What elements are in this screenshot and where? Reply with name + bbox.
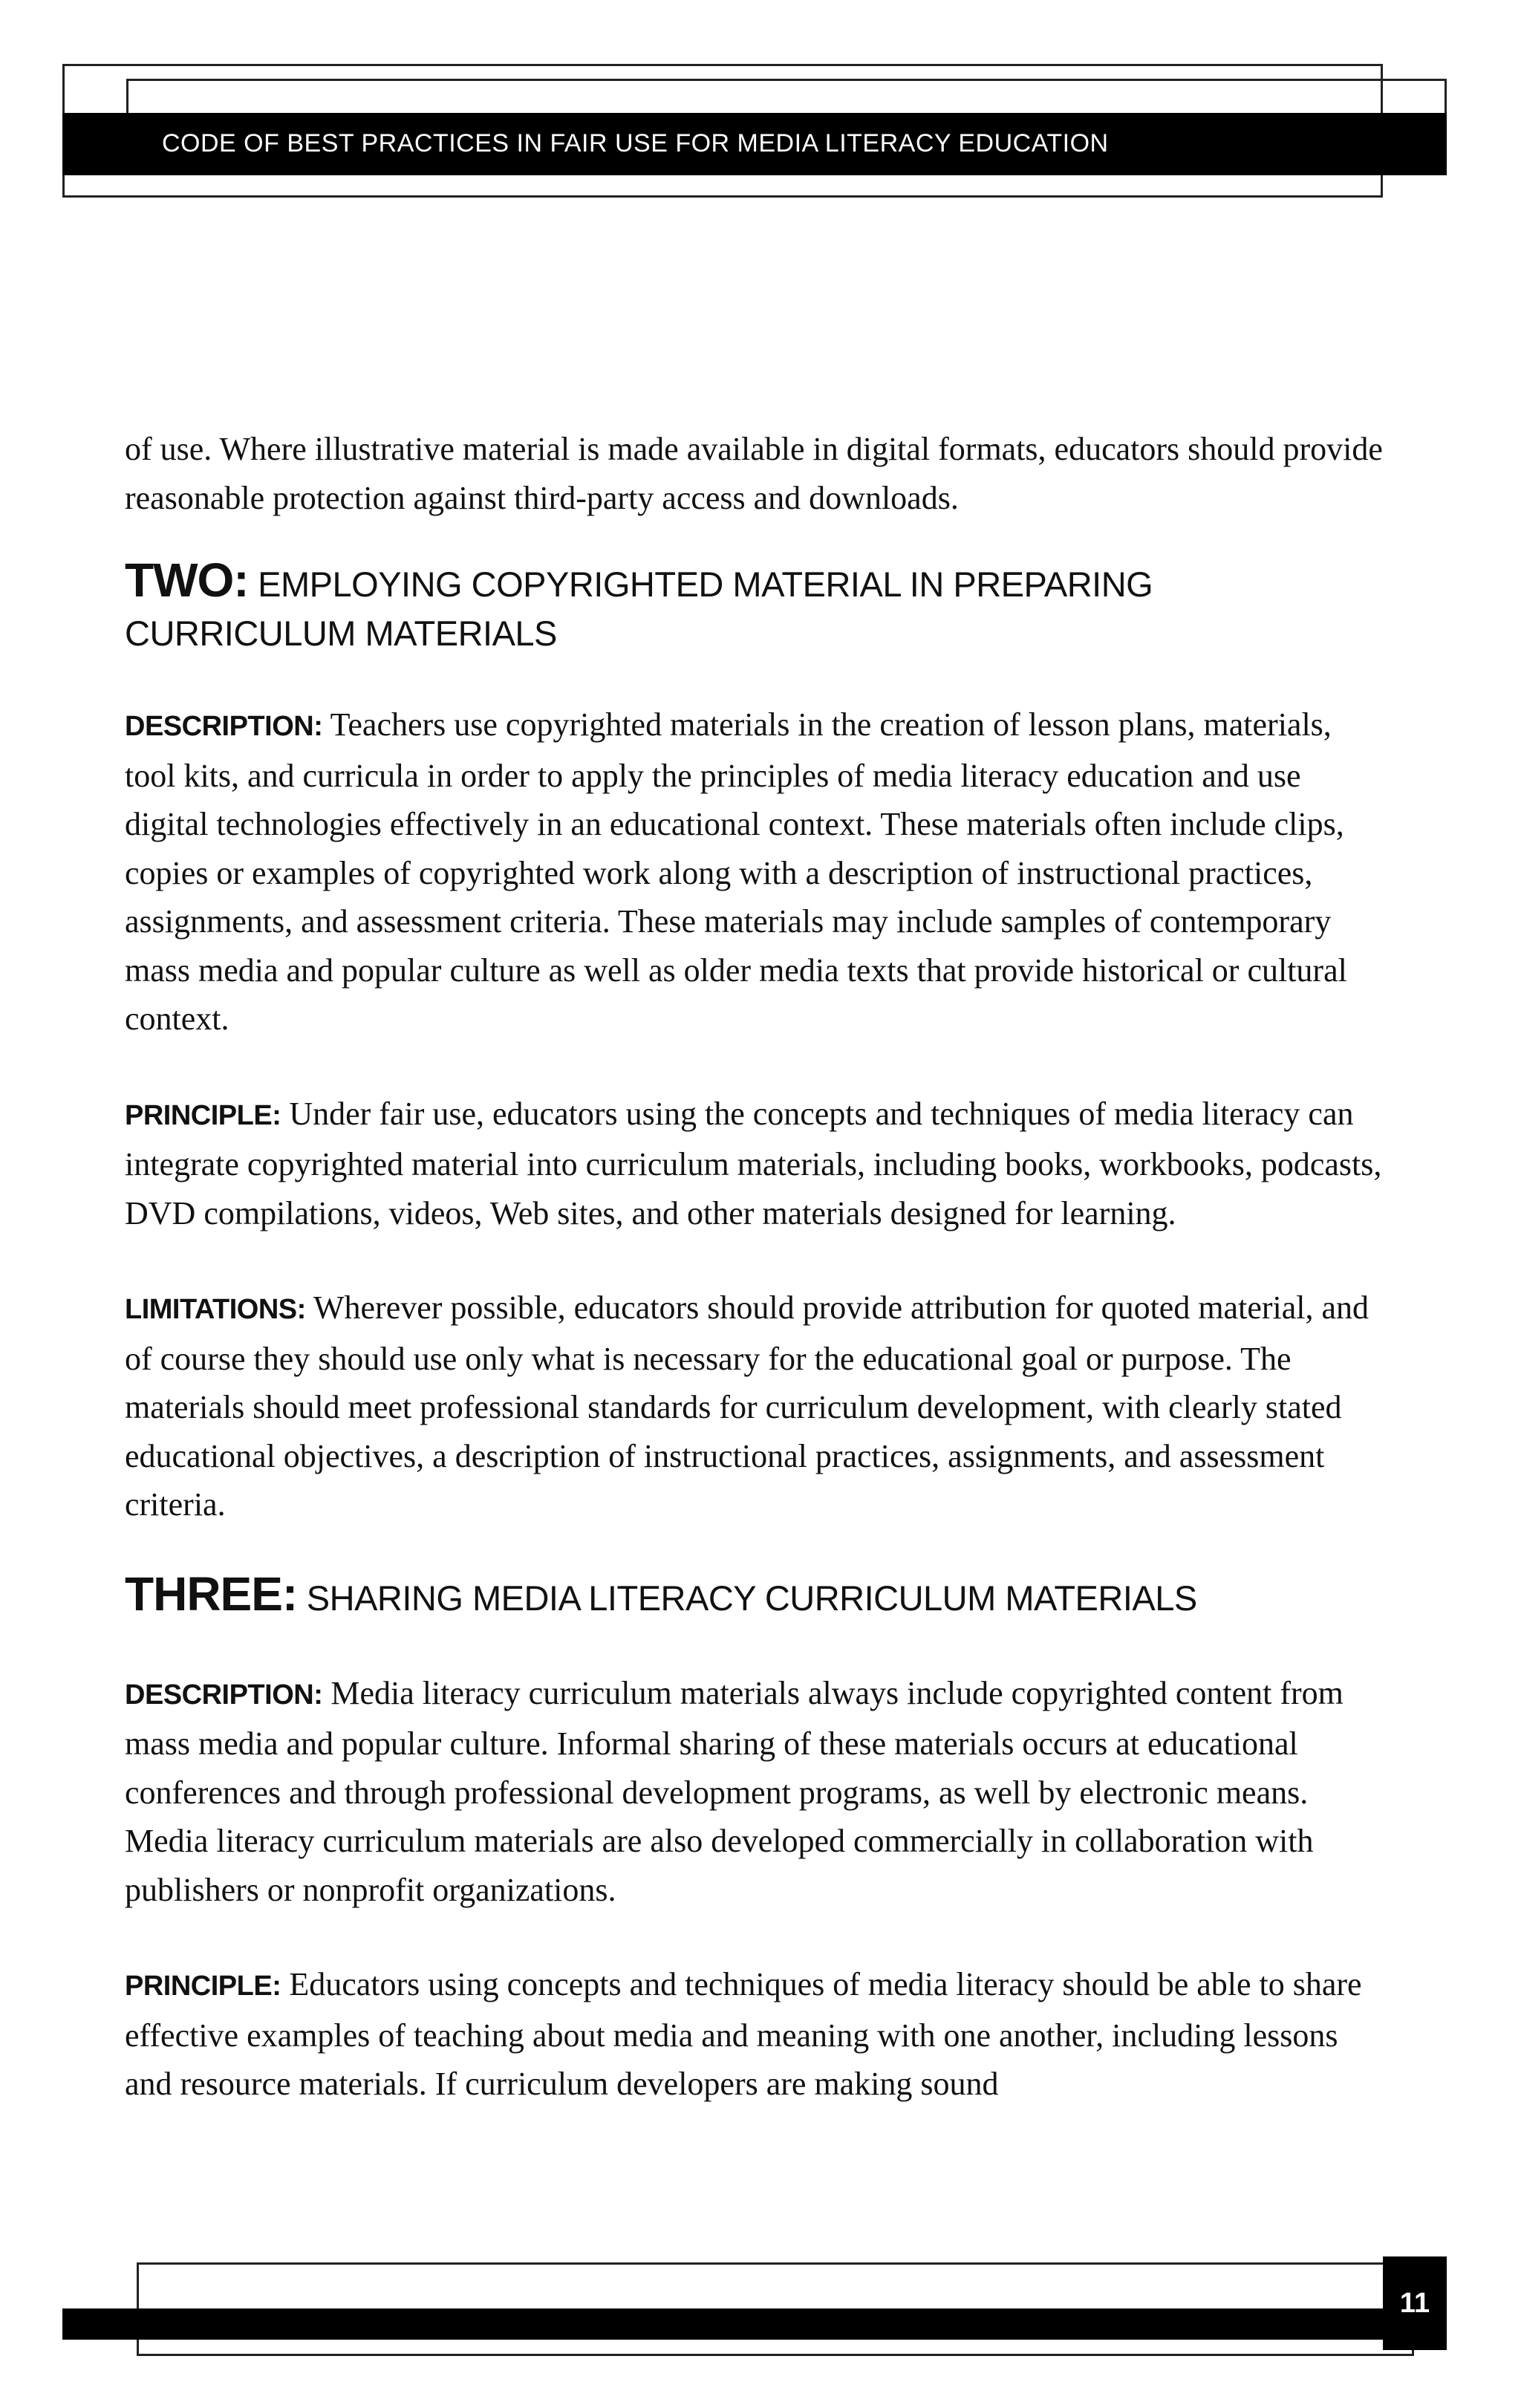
principle-text: Educators using concepts and techniques of media literacy should be able to share effective examples of teaching about media and meaning with one another, including lessons and resource materials. If curriculum developers are making sound [125,1966,1362,2102]
principle-text: Under fair use, educators using the concepts and techniques of media literacy can integrate copyrighted material into curriculum materials, including books, workbooks, podcasts, DVD compilations, videos, Web sites, and other materials designed for learning. [125,1095,1382,1231]
section-two-title: EMPLOYING COPYRIGHTED MATERIAL IN PREPARING CURRICULUM MATERIALS [125,564,1153,653]
footer-bar [62,2308,1399,2340]
principle-label: PRINCIPLE: [125,1971,281,2002]
section-two-description [125,700,1387,1044]
section-two-limitations [125,1283,1387,1529]
description-text: Teachers use copyrighted materials in the creation of lesson plans, materials, tool kits, and curricula in order to apply the principles of media literacy education and use digital technologies effectively in an educational context. These materials often include clips, copies or examples of copyrighted work along with a description of instructional practices, assignments, and assessment criteria. These materials may include samples of contemporary mass media and popular culture as well as older media texts that provide historical or cultural context. [125,706,1347,1037]
intro-paragraph: of use. Where illustrative material is made available in digital formats, educators should provide reasonable protection against third-party access and downloads. [125,431,1383,516]
section-three-title: SHARING MEDIA LITERACY CURRICULUM MATERIALS [306,1578,1197,1618]
page-content [125,425,1387,2109]
description-text: Media literacy curriculum materials always include copyrighted content from mass media and popular culture. Informal sharing of these materials occurs at educational conferences and through professional development programs, as well by electronic means. Media literacy curriculum materials are also developed commercially in collaboration with publishers or nonprofit organizations. [125,1674,1344,1908]
description-label: DESCRIPTION: [125,1679,323,1711]
section-two-heading [125,553,1387,658]
description-label: DESCRIPTION: [125,711,323,742]
section-three-description [125,1669,1387,1915]
limitations-text: Wherever possible, educators should provide attribution for quoted material, and of course they should use only what is necessary for the educational goal or purpose. The materials should meet professional standards for curriculum development, with clearly stated educational objectives, a description of instructional practices, assignments, and assessment criteria. [125,1289,1369,1523]
page-number: 11 [1383,2256,1447,2350]
limitations-label: LIMITATIONS: [125,1294,306,1325]
section-three-heading [125,1566,1387,1623]
principle-label: PRINCIPLE: [125,1099,281,1131]
running-header-title: CODE OF BEST PRACTICES IN FAIR USE FOR MEDIA LITERACY EDUCATION [162,129,1109,157]
section-two-number: TWO: [125,553,249,607]
section-three-number: THREE: [125,1566,298,1621]
section-two-principle [125,1090,1387,1238]
section-three-principle [125,1960,1387,2109]
